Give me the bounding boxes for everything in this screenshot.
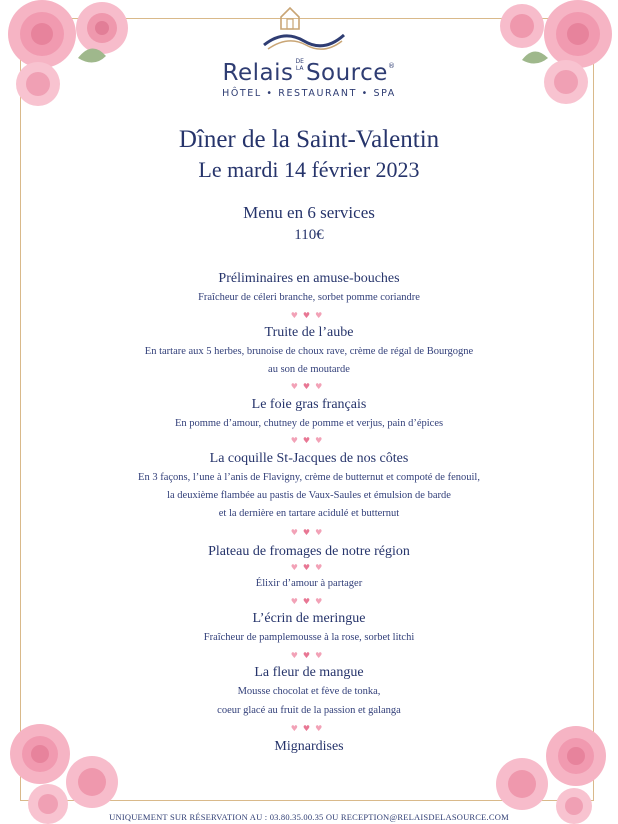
heart-divider — [0, 382, 618, 391]
heart-icon: ♥ — [315, 651, 328, 660]
course-description: Fraîcheur de pamplemousse à la rose, sorbet litchi — [203, 632, 415, 643]
heart-icon: ♥ — [315, 724, 328, 733]
course-description: au son de moutarde — [268, 364, 350, 375]
heart-icon: ♥ — [315, 563, 328, 572]
heart-icon: ♥ — [302, 597, 316, 606]
course-description: coeur glacé au fruit de la passion et galanga — [217, 705, 401, 716]
heart-icon: ♥ — [290, 311, 303, 320]
heart-icon: ♥ — [302, 651, 316, 660]
course-name: Mignardises — [274, 739, 344, 754]
heart-icon: ♥ — [290, 724, 303, 733]
heart-icon: ♥ — [315, 311, 328, 320]
heart-icon: ♥ — [315, 382, 328, 391]
course-name: La coquille St-Jacques de nos côtes — [209, 451, 409, 466]
brand-tagline: HÔTEL • RESTAURANT • SPA — [222, 88, 396, 99]
menu-title: Menu en 6 services — [243, 203, 375, 222]
menu-price: 110€ — [294, 227, 324, 243]
heart-icon: ♥ — [302, 563, 316, 572]
heart-icon: ♥ — [290, 436, 303, 445]
course-name: Truite de l’aube — [264, 325, 354, 340]
heart-icon: ♥ — [290, 528, 303, 537]
heart-icon: ♥ — [290, 382, 303, 391]
brand-name-part2: Source — [305, 60, 388, 86]
heart-divider — [0, 563, 618, 572]
heart-divider — [0, 528, 618, 537]
reservation-footer: UNIQUEMENT SUR RÉSERVATION AU : 03.80.35.00.35 OU RECEPTION@RELAISDELASOURCE.COM — [109, 812, 509, 822]
heart-icon: ♥ — [302, 436, 316, 445]
brand-name-part1: Relais — [222, 60, 294, 86]
course-description: la deuxième flambée au pastis de Vaux-Saules et émulsion de barde — [167, 490, 451, 501]
heart-divider — [0, 651, 618, 660]
heart-divider — [0, 436, 618, 445]
heart-divider — [0, 724, 618, 733]
heart-icon: ♥ — [315, 597, 328, 606]
brand-name-de: DE LA — [295, 58, 304, 72]
course-description: Mousse chocolat et fève de tonka, — [237, 686, 381, 697]
brand-name — [0, 58, 618, 86]
heart-icon: ♥ — [290, 563, 303, 572]
heart-divider — [0, 311, 618, 320]
heart-divider — [0, 597, 618, 606]
course-name: Le foie gras français — [251, 397, 367, 412]
course-description: En pomme d’amour, chutney de pomme et verjus, pain d’épices — [174, 418, 444, 429]
course-description: En 3 façons, l’une à l’anis de Flavigny, crème de butternut et compoté de fenouil, — [138, 472, 480, 483]
heart-icon: ♥ — [315, 436, 328, 445]
heart-icon: ♥ — [302, 724, 316, 733]
heart-icon: ♥ — [302, 382, 316, 391]
heart-icon: ♥ — [302, 311, 316, 320]
course-name: L’écrin de meringue — [252, 611, 366, 626]
course-description: Élixir d’amour à partager — [255, 578, 363, 589]
event-title: Dîner de la Saint-Valentin — [178, 126, 440, 153]
heart-icon: ♥ — [315, 528, 328, 537]
course-name: La fleur de mangue — [254, 665, 364, 680]
wave-logo-icon — [262, 25, 346, 51]
event-date: Le mardi 14 février 2023 — [198, 157, 420, 182]
course-description: En tartare aux 5 herbes, brunoise de choux rave, crème de régal de Bourgogne — [144, 346, 474, 357]
course-name: Préliminaires en amuse-bouches — [218, 271, 400, 286]
heart-icon: ♥ — [290, 597, 303, 606]
heart-icon: ♥ — [302, 528, 316, 537]
course-description: et la dernière en tartare acidulé et butternut — [218, 508, 400, 519]
course-name: Plateau de fromages de notre région — [208, 544, 410, 559]
course-description: Fraîcheur de céleri branche, sorbet pomme coriandre — [198, 292, 420, 303]
registered-mark: ® — [387, 62, 396, 70]
heart-icon: ♥ — [290, 651, 303, 660]
